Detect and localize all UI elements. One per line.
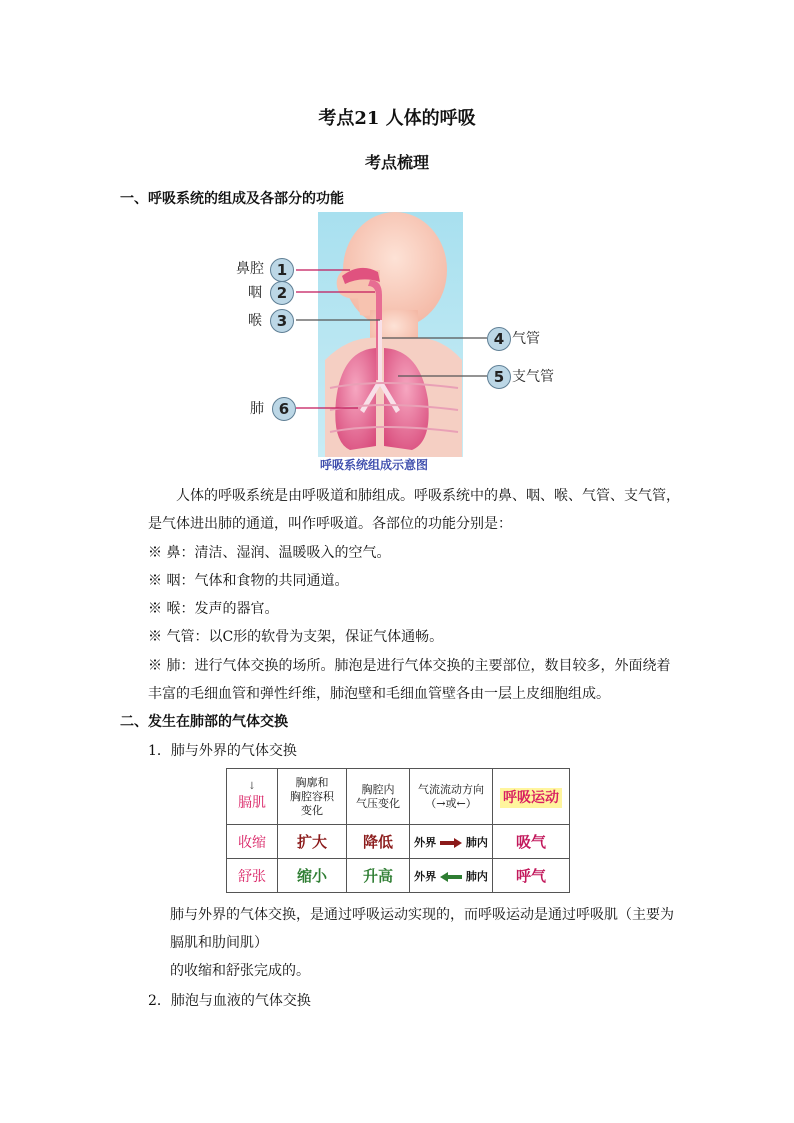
respiratory-system-diagram — [230, 210, 560, 475]
label-trachea: 气管 — [512, 331, 540, 347]
header-breathing — [493, 769, 570, 825]
row1-from: 外界 — [414, 835, 437, 849]
header-thorax — [278, 769, 347, 825]
page-subtitle: 考点梳理 — [364, 153, 429, 172]
function-item-lung-cont: 丰富的毛细血管和弹性纤维，肺泡壁和毛细血管壁各由一层上皮细胞组成。 — [148, 686, 610, 702]
exchange-para-line3: 的收缩和舒张完成的。 — [170, 963, 310, 979]
header-diaphragm-label: 膈肌 — [238, 794, 266, 811]
function-item-trachea: ※ 气管：以C形的软骨为支架，保证气体通畅。 — [148, 629, 444, 645]
row1-airflow — [410, 825, 493, 859]
row1-thorax: 扩大 — [278, 825, 347, 859]
marker-4: 4 — [487, 327, 511, 351]
row2-airflow — [410, 859, 493, 893]
marker-3: 3 — [270, 309, 294, 333]
label-nasal-cavity: 鼻腔 — [236, 261, 264, 277]
row2-thorax: 缩小 — [278, 859, 347, 893]
intro-line2: 是气体进出肺的通道，叫作呼吸道。各部位的功能分别是： — [148, 516, 512, 532]
table-row — [227, 825, 570, 859]
down-arrow-icon: ↓ — [247, 780, 257, 792]
table-row — [227, 859, 570, 893]
label-bronchus: 支气管 — [512, 369, 554, 385]
header-diaphragm — [227, 769, 278, 825]
marker-5: 5 — [487, 365, 511, 389]
row2-pressure: 升高 — [347, 859, 410, 893]
row1-breathing: 吸气 — [493, 825, 570, 859]
function-item-pharynx: ※ 咽：气体和食物的共同通道。 — [148, 573, 349, 589]
exchange-para-line1: 肺与外界的气体交换，是通过呼吸运动实现的，而呼吸运动是通过呼吸肌（主要为 — [170, 907, 674, 923]
subheading-1: 1．肺与外界的气体交换 — [148, 743, 297, 759]
label-larynx: 喉 — [248, 313, 262, 329]
header-thorax-label: 胸廓和 胸腔容积 变化 — [290, 775, 334, 817]
row2-from: 外界 — [414, 869, 437, 883]
marker-1: 1 — [270, 258, 294, 282]
function-item-lung: ※ 肺：进行气体交换的场所。肺泡是进行气体交换的主要部位，数目较多，外面绕着 — [148, 658, 671, 674]
row2-to: 肺内 — [465, 869, 488, 883]
row1-to: 肺内 — [465, 835, 488, 849]
left-arrow-icon — [440, 872, 462, 882]
function-item-nose: ※ 鼻：清洁、湿润、温暖吸入的空气。 — [148, 545, 391, 561]
subheading-2: 2．肺泡与血液的气体交换 — [148, 993, 311, 1009]
header-airflow — [410, 769, 493, 825]
gas-exchange-table — [226, 768, 570, 893]
intro-line1: 人体的呼吸系统是由呼吸道和肺组成。呼吸系统中的鼻、咽、喉、气管、支气管， — [176, 488, 680, 504]
marker-6: 6 — [272, 397, 296, 421]
marker-2: 2 — [270, 281, 294, 305]
page-title: 考点21 人体的呼吸 — [318, 108, 476, 129]
diagram-caption: 呼吸系统组成示意图 — [320, 458, 429, 472]
section1-heading: 一、呼吸系统的组成及各部分的功能 — [120, 191, 344, 207]
row1-diaphragm: 收缩 — [227, 825, 278, 859]
row2-diaphragm: 舒张 — [227, 859, 278, 893]
header-airflow-label: 气流流动方向 （→或←） — [418, 782, 484, 810]
header-breathing-label: 呼吸运动 — [500, 788, 562, 808]
header-pressure-label: 胸腔内 气压变化 — [356, 782, 400, 810]
label-pharynx: 咽 — [248, 285, 262, 301]
right-arrow-icon — [440, 838, 462, 848]
table-header-row — [227, 769, 570, 825]
row2-breathing: 呼气 — [493, 859, 570, 893]
section2-heading: 二、发生在肺部的气体交换 — [120, 714, 288, 730]
header-pressure — [347, 769, 410, 825]
row1-pressure: 降低 — [347, 825, 410, 859]
function-item-larynx: ※ 喉：发声的器官。 — [148, 601, 279, 617]
respiratory-illustration — [230, 210, 560, 475]
label-lung: 肺 — [250, 401, 264, 417]
exchange-para-line2: 膈肌和肋间肌） — [170, 935, 268, 951]
